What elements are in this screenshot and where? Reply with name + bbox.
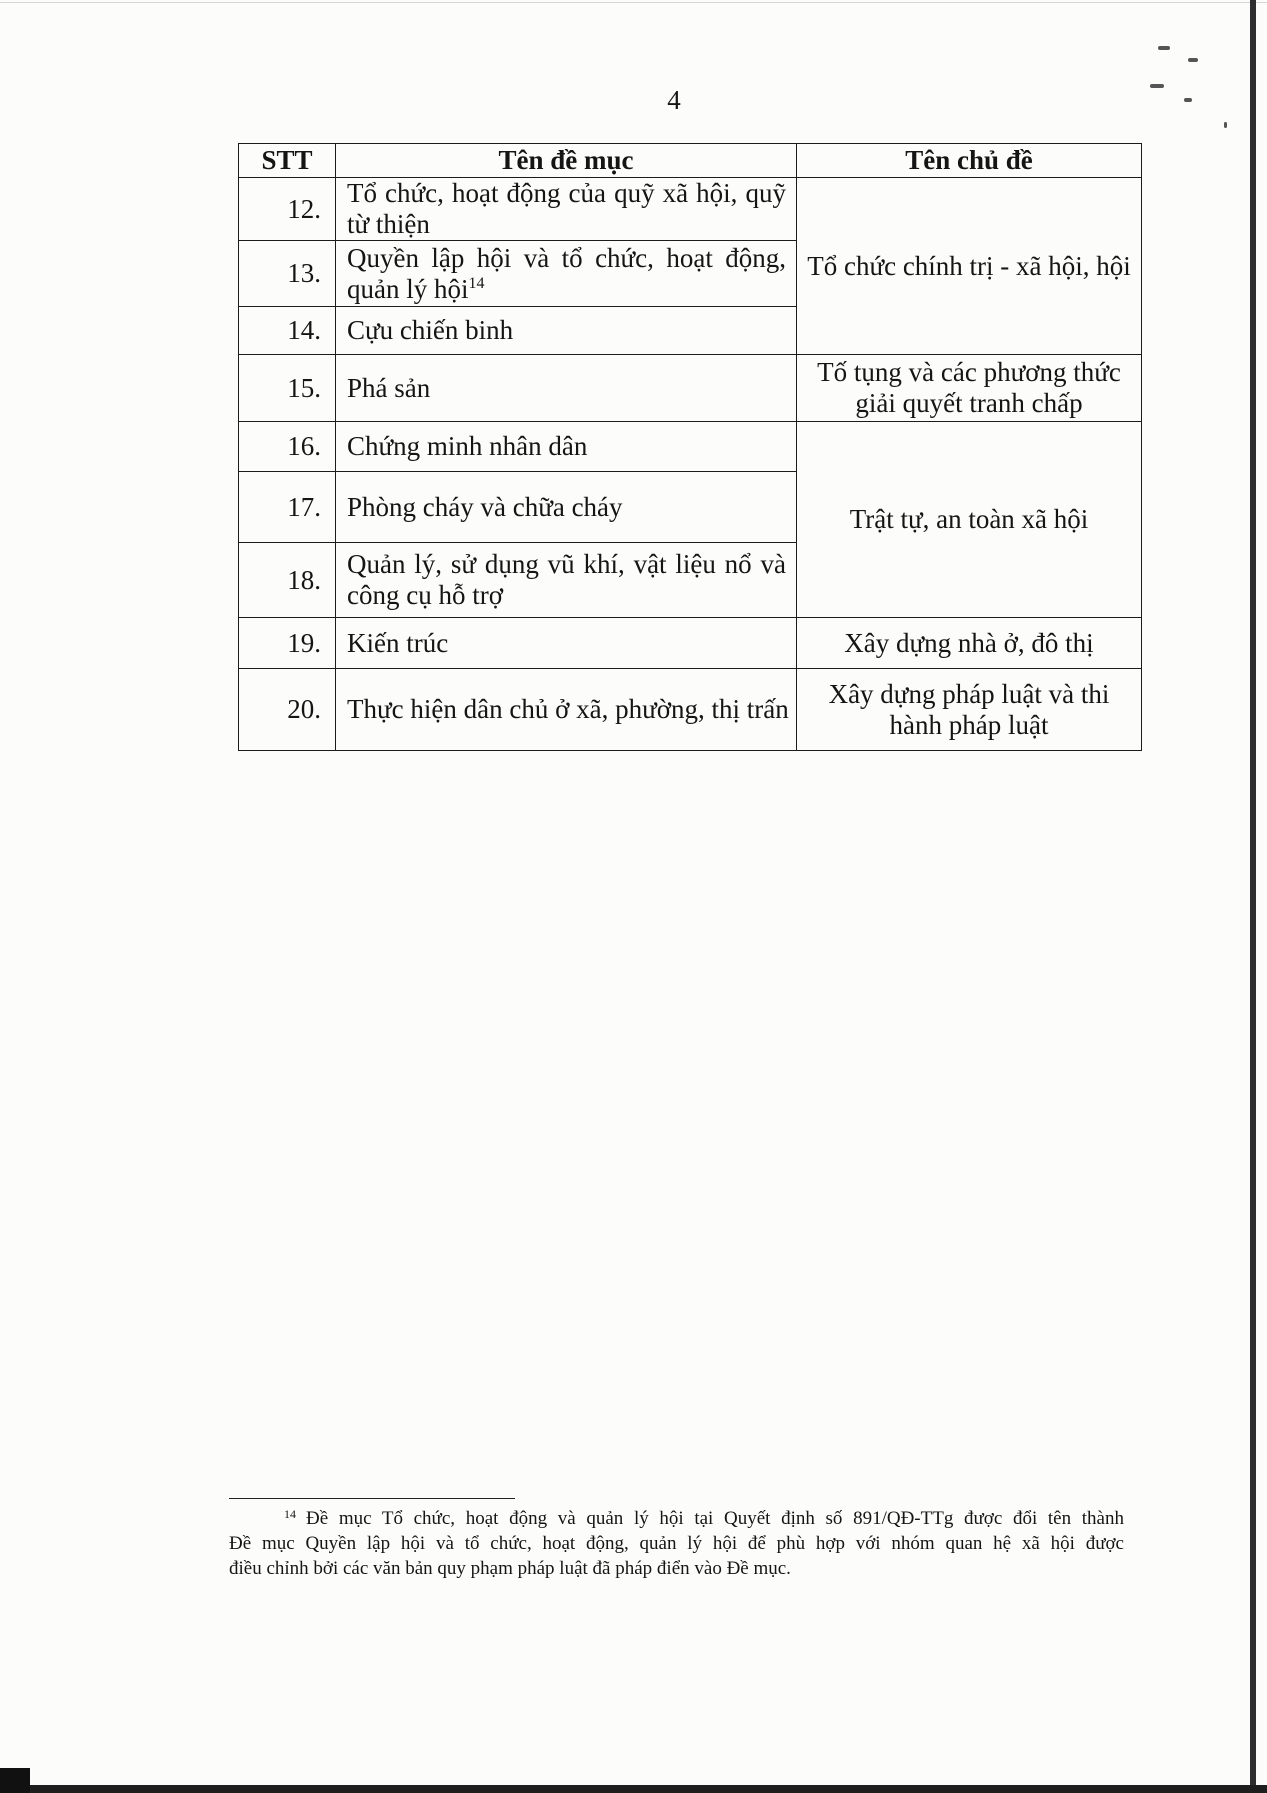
table-row bbox=[239, 178, 1142, 241]
title-line: Phá sản bbox=[347, 372, 431, 403]
title-line: Quyền lập hội và tổ chức, hoạt động, bbox=[347, 242, 786, 273]
title-line: Cựu chiến binh bbox=[347, 315, 514, 345]
footnote-reference[interactable]: 14 bbox=[468, 274, 485, 292]
scan-speck bbox=[1158, 46, 1170, 50]
footnote bbox=[229, 1506, 1124, 1581]
scan-speck bbox=[1188, 58, 1198, 62]
table-row bbox=[239, 355, 1142, 422]
scan-edge-top bbox=[0, 2, 1267, 3]
topic-line: Tổ chức chính trị - xã hội, hội bbox=[807, 250, 1131, 281]
topic-line: giải quyết tranh chấp bbox=[855, 388, 1083, 418]
table-row bbox=[239, 669, 1142, 751]
title-cell bbox=[336, 307, 797, 355]
scan-speck bbox=[1184, 98, 1192, 102]
page-number: 4 bbox=[667, 85, 681, 115]
title-line: Chứng minh nhân dân bbox=[347, 431, 588, 461]
stt-cell: 18. bbox=[239, 543, 336, 618]
table-row bbox=[239, 422, 1142, 472]
title-cell bbox=[336, 355, 797, 422]
title-cell bbox=[336, 618, 797, 669]
title-cell bbox=[336, 669, 797, 751]
topic-cell bbox=[797, 618, 1142, 669]
stt-cell: 17. bbox=[239, 472, 336, 543]
stt-cell: 12. bbox=[239, 178, 336, 241]
stt-cell: 15. bbox=[239, 355, 336, 422]
table-row bbox=[239, 618, 1142, 669]
footnote-first-line bbox=[229, 1506, 1124, 1531]
title-cell bbox=[336, 241, 797, 307]
topic-line: Xây dựng nhà ở, đô thị bbox=[844, 627, 1094, 658]
footnote-line: Đề mục Tổ chức, hoạt động và quản lý hội tại Quyết định số 891/QĐ-TTg được đổi tên thành bbox=[306, 1508, 1124, 1529]
stt-cell: 14. bbox=[239, 307, 336, 355]
scan-corner-mark bbox=[0, 1768, 30, 1793]
footnote-marker: 14 bbox=[284, 1507, 296, 1521]
footnote-line: điều chỉnh bởi các văn bản quy phạm pháp luật đã pháp điển vào Đề mục. bbox=[229, 1558, 791, 1579]
header-topic: Tên chủ đề bbox=[797, 144, 1142, 178]
stt-cell: 20. bbox=[239, 669, 336, 751]
footnote-separator bbox=[229, 1498, 515, 1499]
topic-cell bbox=[797, 669, 1142, 751]
title-line: Kiến trúc bbox=[347, 627, 449, 658]
title-line: công cụ hỗ trợ bbox=[347, 580, 503, 610]
scan-speck bbox=[1224, 122, 1227, 128]
scan-speck bbox=[1150, 84, 1164, 88]
header-title: Tên đề mục bbox=[336, 144, 797, 178]
topic-cell bbox=[797, 355, 1142, 422]
title-cell bbox=[336, 422, 797, 472]
footnote-line: Đề mục Quyền lập hội và tổ chức, hoạt động, quản lý hội để phù hợp với nhóm quan hệ xã hội được bbox=[229, 1533, 1124, 1554]
title-line-with-ref bbox=[347, 274, 786, 305]
title-line: Phòng cháy và chữa cháy bbox=[347, 491, 623, 522]
title-line: quản lý hội bbox=[347, 273, 469, 304]
title-line: Quản lý, sử dụng vũ khí, vật liệu nổ và bbox=[347, 549, 786, 579]
title-line: Thực hiện dân chủ ở xã, phường, thị trấn bbox=[347, 694, 789, 724]
scan-edge-bottom bbox=[0, 1785, 1267, 1793]
topic-line: Xây dựng pháp luật và thi bbox=[828, 678, 1110, 709]
title-cell bbox=[336, 178, 797, 241]
table-header-row bbox=[239, 144, 1142, 178]
topic-line: Tố tụng và các phương thức bbox=[817, 357, 1121, 387]
title-cell bbox=[336, 543, 797, 618]
stt-cell: 16. bbox=[239, 422, 336, 472]
title-cell bbox=[336, 472, 797, 543]
stt-cell: 13. bbox=[239, 241, 336, 307]
topic-cell bbox=[797, 178, 1142, 355]
topics-table bbox=[238, 143, 1142, 751]
header-stt: STT bbox=[239, 144, 336, 178]
topic-line: hành pháp luật bbox=[889, 709, 1049, 740]
title-line: từ thiện bbox=[347, 209, 430, 239]
stt-cell: 19. bbox=[239, 618, 336, 669]
topic-cell bbox=[797, 422, 1142, 618]
topic-line: Trật tự, an toàn xã hội bbox=[849, 504, 1089, 534]
title-line: Tổ chức, hoạt động của quỹ xã hội, quỹ bbox=[347, 178, 786, 208]
scan-edge-right bbox=[1250, 0, 1256, 1793]
